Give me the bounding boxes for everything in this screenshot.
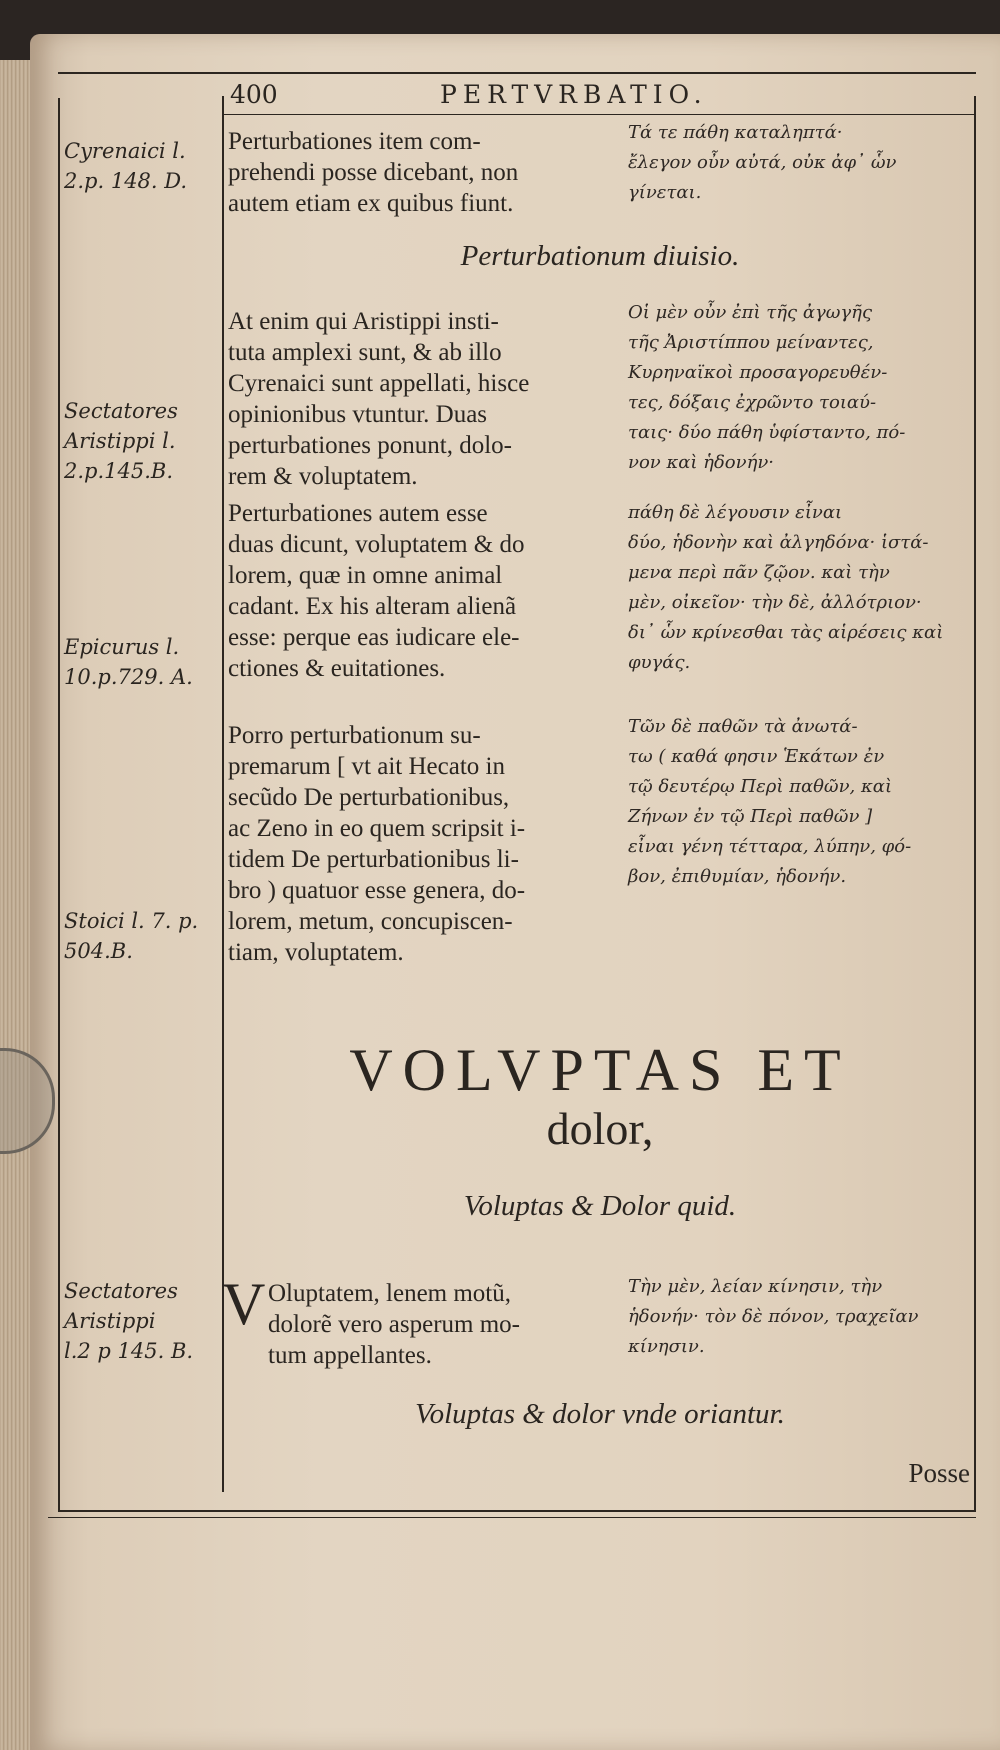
greek-paragraph-stoici: Τῶν δὲ παθῶν τὰ ἀνωτά- τω ( καθά φησιν Ἑκάτων ἐν τῷ δευτέρῳ Περὶ παθῶν, καὶ Ζήνων ἐν τῷ Περὶ παθῶν ] εἶναι γένη τέτταρα, λύπην, φό- βον, ἐπιθυμίαν, ἡδονήν. xyxy=(628,716,912,887)
greek-paragraph-aristippus: Οἱ μὲν οὖν ἐπὶ τῆς ἀγωγῆς τῆς Ἀριστίππου μείναντες, Κυρηναϊκοὶ προσαγορευθέν- τες, δόξαις ἐχρῶντο τοιαύ- ταις· δύο πάθη ὑφίσταντο, πό- νον καὶ ἡδονήν· xyxy=(628,302,906,473)
chapter-title: VOLVPTAS ET xyxy=(349,1037,851,1103)
latin-paragraph-epicurus: Perturbationes autem esse duas dicunt, voluptatem & do lorem, quæ in omne animal cadant. Ex his alteram alienã esse: perque eas iudicare ele- ctiones & euitationes. xyxy=(228,500,525,682)
margin-note-cyrenaici: Cyrenaici l. 2.p. 148. D. xyxy=(64,139,188,193)
greek-intro-paragraph: Τά τε πάθη καταληπτά· ἔλεγον οὖν αὐτά, οὐκ ἀφ᾽ ὧν γίνεται. xyxy=(628,122,897,203)
margin-note-epicurus: Epicurus l. 10.p.729. A. xyxy=(64,635,193,689)
frame-bottom-rule xyxy=(58,1510,976,1512)
margin-note-stoici: Stoici l. 7. p. 504.B. xyxy=(64,909,199,963)
section-heading-voluptas-quid: Voluptas & Dolor quid. xyxy=(463,1190,737,1222)
page-number: 400 xyxy=(230,80,278,109)
chapter-subtitle: dolor, xyxy=(546,1103,654,1154)
frame-left-rule xyxy=(58,98,60,1512)
latin-intro-paragraph: Perturbationes item com- prehendi posse dicebant, non autem etiam ex quibus fiunt. xyxy=(228,128,519,217)
margin-note-sectatores-1: Sectatores Aristippi l. 2.p.145.B. xyxy=(64,399,178,483)
drop-capital: V xyxy=(222,1271,266,1337)
greek-paragraph-voluptas: Τὴν μὲν, λείαν κίνησιν, τὴν ἡδονήν· τὸν δὲ πόνον, τραχεῖαν κίνησιν. xyxy=(628,1276,919,1357)
page-header xyxy=(230,80,970,110)
latin-paragraph-voluptas: Oluptatem, lenem motũ, dolorẽ vero asperum mo- tum appellantes. xyxy=(268,1280,521,1369)
greek-paragraph-epicurus: πάθη δὲ λέγουσιν εἶναι δύο, ἡδονὴν καὶ ἀλγηδόνα· ἱστά- μενα περὶ πᾶν ζῷον. καὶ τὴν μὲν, οἰκεῖον· τὴν δὲ, ἀλλότριον· δι᾽ ὧν κρίνεσθαι τὰς αἱρέσεις καὶ φυγάς. xyxy=(628,502,944,673)
frame-right-rule xyxy=(974,96,976,1512)
latin-paragraph-aristippus: At enim qui Aristippi insti- tuta amplexi sunt, & ab illo Cyrenaici sunt appellati, hisce opinionibus vtuntur. Duas perturbationes ponunt, dolo- rem & voluptatem. xyxy=(228,308,530,490)
page-edges xyxy=(0,60,30,1750)
margin-note-sectatores-2: Sectatores Aristippi l.2 p 145. B. xyxy=(64,1279,194,1363)
frame-top-rule xyxy=(58,72,976,74)
header-rule xyxy=(222,114,974,115)
section-heading-divisio: Perturbationum diuisio. xyxy=(460,240,740,272)
latin-paragraph-stoici: Porro perturbationum su- premarum [ vt ait Hecato in secũdo De perturbationibus, ac Zeno in eo quem scripsit i- tidem De perturbationibus li- bro ) quatuor esse genera, do- lorem, metum, concupiscen- tiam, voluptatem. xyxy=(228,722,526,966)
frame-bottom-rule-inner xyxy=(48,1517,976,1518)
section-heading-vnde-oriantur: Voluptas & dolor vnde oriantur. xyxy=(415,1398,785,1430)
running-title: PERTVRBATIO. xyxy=(440,80,708,109)
catchword: Posse xyxy=(908,1458,970,1488)
